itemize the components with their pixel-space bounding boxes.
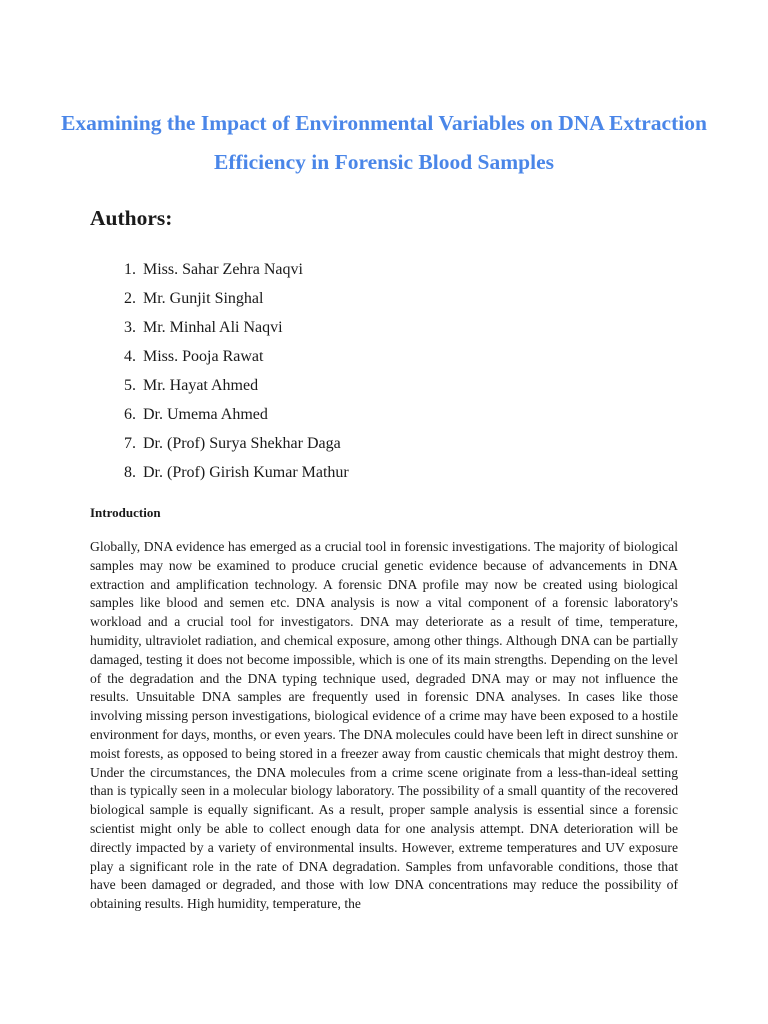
author-number: 1. bbox=[124, 261, 136, 278]
author-name: Miss. Pooja Rawat bbox=[143, 348, 264, 365]
paper-title: Examining the Impact of Environmental Variables on DNA Extraction Efficiency in Forensic Blood Samples bbox=[61, 111, 707, 174]
introduction-heading: Introduction bbox=[90, 505, 161, 520]
author-name: Mr. Minhal Ali Naqvi bbox=[143, 319, 283, 336]
author-number: 8. bbox=[124, 464, 136, 481]
author-number: 5. bbox=[124, 377, 136, 394]
author-item bbox=[90, 400, 349, 429]
author-item bbox=[90, 313, 349, 342]
author-number: 6. bbox=[124, 406, 136, 423]
author-number: 7. bbox=[124, 435, 136, 452]
author-name: Dr. (Prof) Surya Shekhar Daga bbox=[143, 435, 341, 452]
author-list bbox=[90, 255, 349, 487]
author-number: 2. bbox=[124, 290, 136, 307]
author-name: Mr. Gunjit Singhal bbox=[143, 290, 264, 307]
author-number: 4. bbox=[124, 348, 136, 365]
author-item bbox=[90, 371, 349, 400]
author-number: 3. bbox=[124, 319, 136, 336]
author-item bbox=[90, 342, 349, 371]
introduction-paragraph: Globally, DNA evidence has emerged as a crucial tool in forensic investigations. The majority of biological samples may now be examined to produce crucial genetic evidence because of advancements in DNA extraction and amplification technology. A forensic DNA profile may now be created using biological samples like blood and semen etc. DNA analysis is now a vital component of a forensic laboratory's workload and a crucial tool for investigators. DNA may deteriorate as a result of time, temperature, humidity, ultraviolet radiation, and chemical exposure, among other things. Although DNA can be partially damaged, testing it does not become impossible, which is one of its main strengths. Depending on the level of the degradation and the DNA typing technique used, degraded DNA may or may not influence the results. Unsuitable DNA samples are frequently used in forensic DNA analyses. In cases like those involving missing person investigations, biological evidence of a crime may have been exposed to a hostile environment for days, months, or even years. The DNA molecules could have been left in direct sunshine or moist forests, as opposed to being stored in a freezer away from caustic chemicals that might destroy them. Under the circumstances, the DNA molecules from a crime scene originate from a less-than-ideal setting than is typically seen in a molecular biology laboratory. The possibility of a small quantity of the recovered biological sample is equally significant. As a result, proper sample analysis is essential since a forensic scientist might only be able to collect enough data for one analysis attempt. DNA deterioration will be directly impacted by a variety of environmental insults. However, extreme temperatures and UV exposure play a significant role in the rate of DNA degradation. Samples from unfavorable conditions, those that have been damaged or degraded, and those with low DNA concentrations may reduce the possibility of obtaining results. High humidity, temperature, the bbox=[90, 539, 678, 912]
author-name: Mr. Hayat Ahmed bbox=[143, 377, 259, 394]
authors-heading: Authors: bbox=[90, 206, 173, 230]
author-name: Dr. Umema Ahmed bbox=[143, 406, 268, 423]
author-name: Dr. (Prof) Girish Kumar Mathur bbox=[143, 464, 349, 481]
author-item bbox=[90, 458, 349, 487]
author-item bbox=[90, 255, 349, 284]
author-item bbox=[90, 284, 349, 313]
author-item bbox=[90, 429, 349, 458]
author-name: Miss. Sahar Zehra Naqvi bbox=[143, 261, 303, 278]
